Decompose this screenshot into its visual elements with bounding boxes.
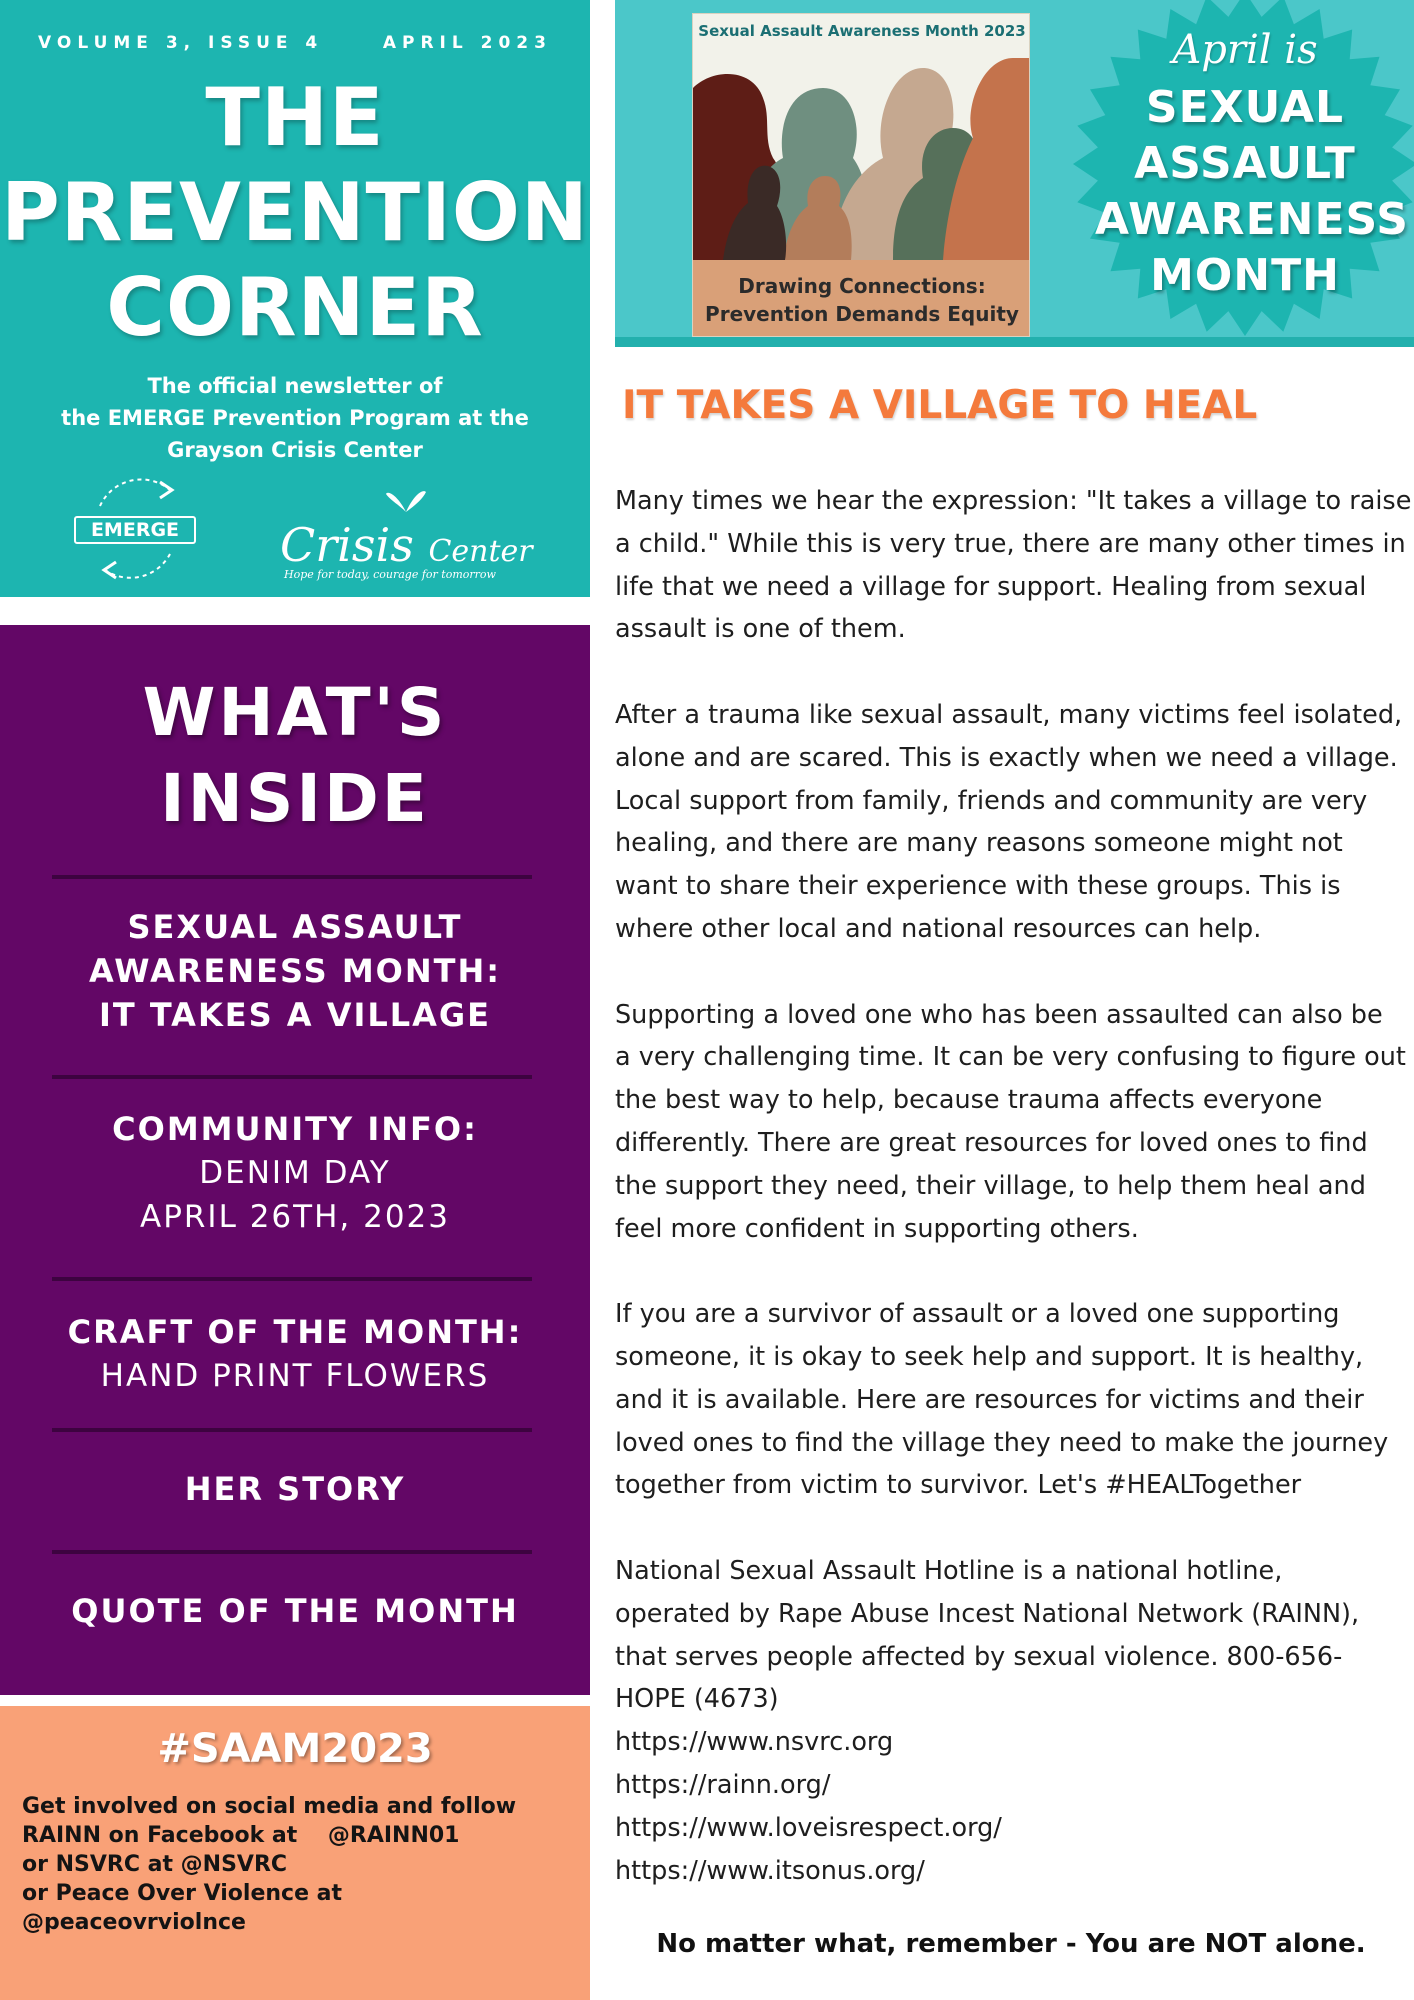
paragraph-line: If you are a survivor of assault or a loved one supporting <box>615 1299 1340 1330</box>
resource-link-itsonus[interactable]: https://www.itsonus.org/ <box>615 1855 925 1886</box>
paragraph-line: After a trauma like sexual assault, many victims feel isolated, <box>615 699 1403 730</box>
toc-item-quote <box>0 1589 590 1633</box>
article-paragraph <box>615 1293 1407 1507</box>
saam-line: Get involved on social media and follow <box>22 1794 517 1819</box>
masthead <box>0 0 590 597</box>
saam-banner <box>615 0 1414 347</box>
article-paragraph <box>615 994 1407 1251</box>
toc-heading: CRAFT OF THE MONTH: <box>67 1313 523 1351</box>
resource-line: HOPE (4673) <box>615 1684 779 1715</box>
toc-heading: AWARENESS MONTH: <box>88 952 502 990</box>
title-line: THE <box>205 71 385 164</box>
toc-heading: COMMUNITY INFO: <box>112 1110 478 1148</box>
burst-line: ASSAULT <box>1134 138 1356 189</box>
paragraph-line: life that we need a village for support. Healing from sexual <box>615 571 1367 602</box>
toc-heading: HER STORY <box>184 1470 406 1508</box>
paragraph-line: loved ones to find the village they need to make the journey <box>615 1427 1389 1458</box>
divider <box>52 1428 532 1432</box>
divider <box>52 1277 532 1281</box>
title-line: PREVENTION <box>1 166 589 259</box>
newsletter-title <box>0 70 590 355</box>
tagline-line: The official newsletter of <box>147 374 443 398</box>
butterfly-icon <box>384 486 428 516</box>
divider <box>52 1075 532 1079</box>
poster-footer-line: Prevention Demands Equity <box>705 302 1019 326</box>
toc-subtext: HAND PRINT FLOWERS <box>100 1358 490 1394</box>
crisis-logo-name <box>280 518 533 572</box>
crisis-logo-slogan: Hope for today, courage for tomorrow <box>284 568 496 581</box>
tagline-line: the EMERGE Prevention Program at the <box>61 406 529 430</box>
paragraph-line: Many times we hear the expression: "It takes a village to raise <box>615 486 1412 516</box>
issue-line: VOLUME 3, ISSUE 4 APRIL 2023 <box>38 33 552 53</box>
paragraph-line: the best way to help, because trauma affects everyone <box>615 1085 1323 1116</box>
title-line: CORNER <box>106 261 484 354</box>
poster-heading: Sexual Assault Awareness Month 2023 <box>698 22 1026 40</box>
poster-footer <box>693 260 1030 337</box>
saam-line: @peaceovrviolnce <box>22 1910 246 1935</box>
toc-item-her-story <box>0 1467 590 1511</box>
resource-line: operated by Rape Abuse Incest National Network (RAINN), <box>615 1598 1360 1629</box>
resource-link-rainn[interactable]: https://rainn.org/ <box>615 1769 831 1800</box>
april-is-saam-callout <box>1095 20 1409 304</box>
paragraph-line: the support they need, their village, to help them heal and <box>615 1170 1366 1201</box>
burst-heading <box>1095 80 1409 304</box>
resource-link-nsvrc[interactable]: https://www.nsvrc.org <box>615 1727 894 1758</box>
toc-heading: SEXUAL ASSAULT <box>127 908 463 946</box>
paragraph-line: where other local and national resources can help. <box>615 913 1262 944</box>
silhouettes-illustration <box>693 48 1030 260</box>
whats-inside-panel <box>0 625 590 1695</box>
banner-strip <box>615 337 1414 347</box>
saam-hashtag: #SAAM2023 <box>157 1726 433 1772</box>
tagline-line: Grayson Crisis Center <box>167 438 423 462</box>
paragraph-line: Supporting a loved one who has been assaulted can also be <box>615 999 1383 1030</box>
article-title: IT TAKES A VILLAGE TO HEAL <box>622 383 1258 428</box>
emerge-logo <box>60 468 210 588</box>
paragraph-line: together from victim to survivor. Let's #HEALTogether <box>615 1470 1302 1501</box>
paragraph-line: someone, it is okay to seek help and support. It is healthy, <box>615 1341 1364 1372</box>
article-paragraph <box>615 480 1412 651</box>
whats-inside-title <box>0 670 590 842</box>
paragraph-line: differently. There are great resources for loved ones to find <box>615 1127 1368 1158</box>
paragraph-line: want to share their experience with these groups. This is <box>615 871 1341 902</box>
toc-heading: QUOTE OF THE MONTH <box>71 1592 519 1630</box>
toc-item-craft <box>0 1310 590 1398</box>
article-body <box>615 480 1412 1892</box>
paragraph-line: a child." While this is very true, there are many other times in <box>615 528 1406 559</box>
poster-footer-line: Drawing Connections: <box>738 274 986 298</box>
saam-social-text <box>22 1792 582 1937</box>
emerge-logo-text: EMERGE <box>74 516 196 544</box>
toc-subtext: APRIL 26TH, 2023 <box>139 1199 450 1235</box>
saam-social-box <box>0 1706 590 2000</box>
crisis-center-logo <box>276 480 556 580</box>
resource-line: National Sexual Assault Hotline is a national hotline, <box>615 1555 1283 1586</box>
divider <box>52 875 532 879</box>
crisis-logo-suffix: Center <box>428 534 533 569</box>
burst-line: SEXUAL <box>1145 82 1345 133</box>
resource-line: that serves people affected by sexual violence. 800-656- <box>615 1641 1343 1672</box>
divider <box>52 1550 532 1554</box>
crisis-logo-word: Crisis <box>280 518 414 572</box>
paragraph-line: and it is available. Here are resources for victims and their <box>615 1384 1364 1415</box>
toc-subtext: DENIM DAY <box>199 1155 391 1191</box>
tagline <box>0 370 590 466</box>
burst-kicker: April is <box>1172 27 1318 73</box>
resources-section <box>615 1550 1407 1892</box>
whats-inside-title-line: INSIDE <box>160 760 430 837</box>
toc-heading: IT TAKES A VILLAGE <box>98 996 492 1034</box>
whats-inside-title-line: WHAT'S <box>142 674 448 751</box>
burst-line: AWARENESS <box>1095 194 1409 245</box>
paragraph-line: healing, and there are many reasons someone might not <box>615 828 1343 859</box>
saam-line: RAINN on Facebook at @RAINN01 <box>22 1823 460 1848</box>
article-paragraph <box>615 694 1407 951</box>
toc-item-community-info <box>0 1107 590 1239</box>
saam-line: or NSVRC at @NSVRC <box>22 1852 288 1877</box>
resource-link-loveisrespect[interactable]: https://www.loveisrespect.org/ <box>615 1812 1002 1843</box>
saam-poster <box>692 13 1030 337</box>
saam-line: or Peace Over Violence at <box>22 1881 343 1906</box>
toc-item-saam <box>0 905 590 1037</box>
paragraph-line: feel more confident in supporting others. <box>615 1213 1139 1244</box>
paragraph-line: assault is one of them. <box>615 614 906 645</box>
paragraph-line: a very challenging time. It can be very confusing to figure out <box>615 1042 1406 1073</box>
paragraph-line: Local support from family, friends and community are very <box>615 785 1368 816</box>
burst-line: MONTH <box>1150 250 1340 301</box>
closing-statement: No matter what, remember - You are NOT alone. <box>656 1929 1366 1959</box>
paragraph-line: alone and are scared. This is exactly when we need a village. <box>615 742 1398 773</box>
